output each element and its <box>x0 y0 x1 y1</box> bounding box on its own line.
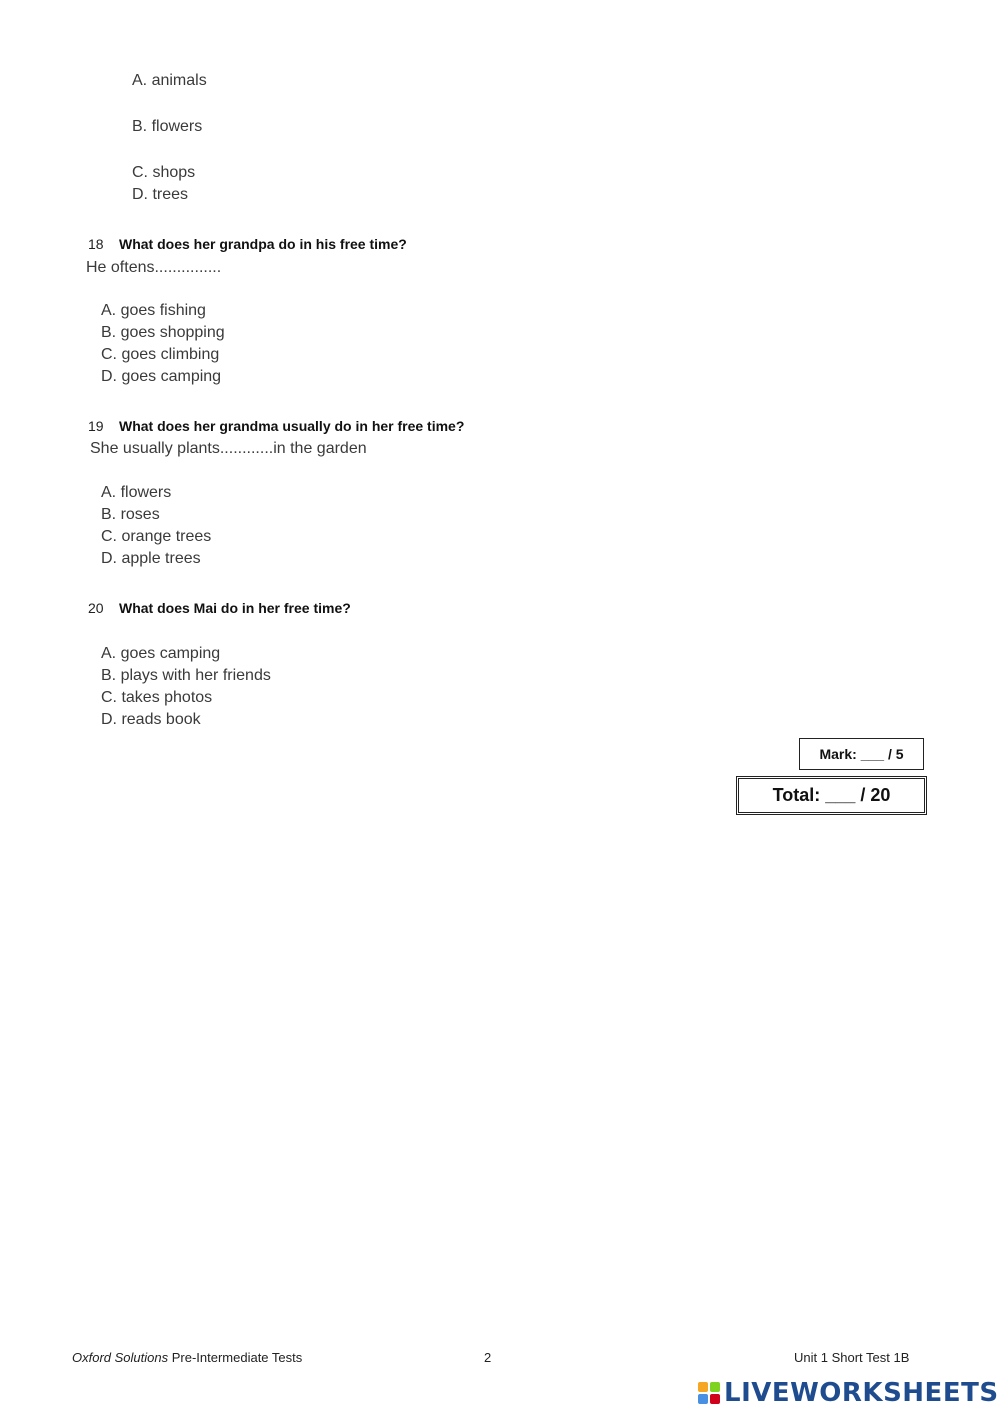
q17-option-b[interactable]: B. flowers <box>132 118 203 135</box>
q20-number: 20 <box>88 600 104 616</box>
liveworksheets-logo <box>698 1377 999 1409</box>
q19-option-d[interactable]: D. apple trees <box>101 550 201 567</box>
q19-question: What does her grandma usually do in her free time? <box>119 418 465 434</box>
footer-brand: Oxford Solutions <box>72 1350 169 1365</box>
logo-text: LIVEWORKSHEETS <box>724 1378 999 1408</box>
footer-book-title <box>72 1350 302 1365</box>
q18-option-c[interactable]: C. goes climbing <box>101 346 220 363</box>
q20-option-d[interactable]: D. reads book <box>101 711 201 728</box>
logo-square-4 <box>710 1394 720 1404</box>
logo-square-1 <box>698 1382 708 1392</box>
q19-number: 19 <box>88 418 104 434</box>
footer-page-number: 2 <box>484 1350 492 1365</box>
q18-answer-line: He oftens............... <box>86 259 222 276</box>
footer-title: Pre-Intermediate Tests <box>168 1350 303 1365</box>
q18-option-b[interactable]: B. goes shopping <box>101 324 225 341</box>
q20-option-a[interactable]: A. goes camping <box>101 645 221 662</box>
q18-option-d[interactable]: D. goes camping <box>101 368 222 385</box>
q20-option-b[interactable]: B. plays with her friends <box>101 667 271 684</box>
q17-option-c[interactable]: C. shops <box>132 164 196 181</box>
q20-question: What does Mai do in her free time? <box>119 600 351 616</box>
footer-test-name: Unit 1 Short Test 1B <box>794 1350 910 1365</box>
mark-box: Mark: ___ / 5 <box>799 738 924 770</box>
q20-option-c[interactable]: C. takes photos <box>101 689 213 706</box>
q17-option-a[interactable]: A. animals <box>132 72 207 89</box>
q19-option-b[interactable]: B. roses <box>101 506 160 523</box>
logo-mark-icon <box>698 1382 720 1404</box>
q19-option-a[interactable]: A. flowers <box>101 484 172 501</box>
logo-square-3 <box>698 1394 708 1404</box>
q18-option-a[interactable]: A. goes fishing <box>101 302 206 319</box>
q17-option-d[interactable]: D. trees <box>132 186 189 203</box>
q18-number: 18 <box>88 236 104 252</box>
q18-question: What does her grandpa do in his free time? <box>119 236 407 252</box>
total-box: Total: ___ / 20 <box>736 776 927 815</box>
logo-square-2 <box>710 1382 720 1392</box>
q19-option-c[interactable]: C. orange trees <box>101 528 212 545</box>
q19-answer-line: She usually plants............in the garden <box>90 440 367 457</box>
